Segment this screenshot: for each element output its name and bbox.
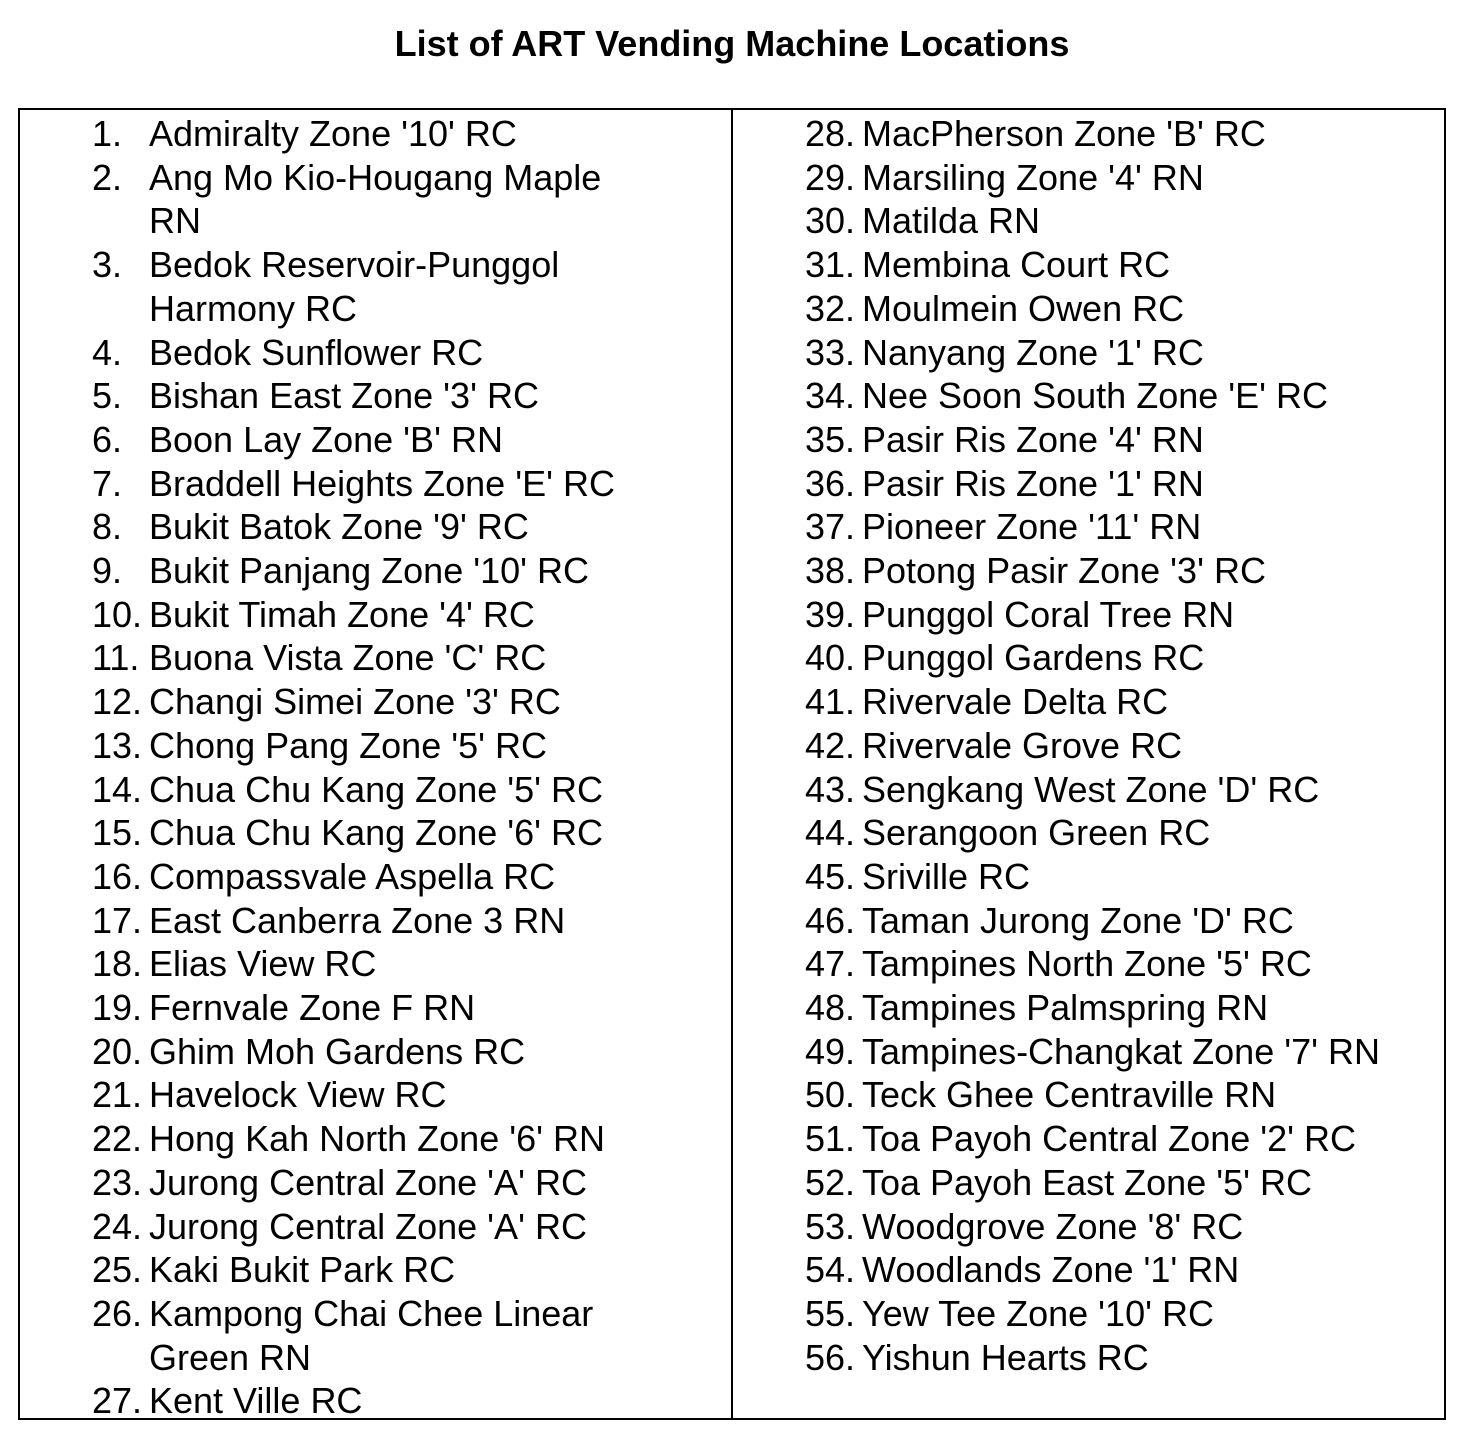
location-name: Pioneer Zone '11' RN bbox=[862, 506, 1202, 548]
location-number: 15. bbox=[92, 812, 143, 854]
location-number: 27. bbox=[92, 1380, 143, 1422]
location-name: Pasir Ris Zone '1' RN bbox=[862, 462, 1204, 504]
location-name: Taman Jurong Zone 'D' RC bbox=[862, 899, 1294, 941]
location-name: Bukit Panjang Zone '10' RC bbox=[149, 550, 589, 592]
location-list-item bbox=[92, 1379, 619, 1423]
location-name: Hong Kah North Zone '6' RN bbox=[149, 1118, 605, 1160]
location-list-item bbox=[92, 331, 619, 375]
location-name: Matilda RN bbox=[862, 200, 1041, 242]
location-number: 11. bbox=[92, 637, 140, 679]
location-name: Kent Ville RC bbox=[149, 1380, 363, 1422]
location-name: Sriville RC bbox=[862, 855, 1031, 897]
location-name: Kampong Chai Chee Linear Green RN bbox=[149, 1292, 594, 1378]
location-number: 49. bbox=[805, 1030, 856, 1072]
location-name: Bishan East Zone '3' RC bbox=[149, 375, 539, 417]
location-number: 2. bbox=[92, 156, 123, 198]
location-list-item bbox=[92, 942, 619, 986]
location-name: Bukit Timah Zone '4' RC bbox=[149, 593, 535, 635]
location-name: Tampines Palmspring RN bbox=[862, 987, 1269, 1029]
location-number: 12. bbox=[92, 681, 143, 723]
location-number: 5. bbox=[92, 375, 123, 417]
location-list-item bbox=[92, 680, 619, 724]
location-list-item bbox=[805, 636, 1422, 680]
location-name: Membina Court RC bbox=[862, 244, 1171, 286]
location-name: Woodgrove Zone '8' RC bbox=[862, 1205, 1244, 1247]
location-list-item bbox=[805, 768, 1422, 812]
location-number: 43. bbox=[805, 768, 856, 810]
location-number: 45. bbox=[805, 855, 856, 897]
location-number: 6. bbox=[92, 418, 123, 460]
location-list-item bbox=[805, 418, 1422, 462]
location-number: 52. bbox=[805, 1161, 856, 1203]
location-number: 8. bbox=[92, 506, 123, 548]
location-number: 46. bbox=[805, 899, 856, 941]
location-name: Sengkang West Zone 'D' RC bbox=[862, 768, 1320, 810]
location-name: Toa Payoh East Zone '5' RC bbox=[862, 1161, 1312, 1203]
location-list-item bbox=[805, 1292, 1422, 1336]
location-number: 1. bbox=[92, 113, 123, 154]
location-name: Serangoon Green RC bbox=[862, 812, 1211, 854]
location-number: 38. bbox=[805, 550, 856, 592]
location-number: 31. bbox=[805, 244, 856, 286]
location-number: 36. bbox=[805, 462, 856, 504]
location-list-item bbox=[92, 768, 619, 812]
location-list-item bbox=[805, 986, 1422, 1030]
location-list-item bbox=[92, 899, 619, 943]
location-name: MacPherson Zone 'B' RC bbox=[862, 113, 1266, 154]
location-name: Moulmein Owen RC bbox=[862, 287, 1185, 329]
document-title: List of ART Vending Machine Locations bbox=[394, 23, 1070, 64]
location-number: 20. bbox=[92, 1030, 143, 1072]
location-number: 56. bbox=[805, 1336, 856, 1378]
location-list-item bbox=[805, 942, 1422, 986]
location-name: Punggol Gardens RC bbox=[862, 637, 1205, 679]
location-number: 18. bbox=[92, 943, 143, 985]
location-list-item bbox=[805, 899, 1422, 943]
location-list-item bbox=[92, 1073, 619, 1117]
location-name: Fernvale Zone F RN bbox=[149, 987, 476, 1029]
location-name: Bedok Reservoir-Punggol Harmony RC bbox=[149, 244, 560, 329]
location-number: 53. bbox=[805, 1205, 856, 1247]
location-number: 22. bbox=[92, 1118, 143, 1160]
location-list-item bbox=[805, 549, 1422, 593]
location-name: Teck Ghee Centraville RN bbox=[862, 1074, 1277, 1116]
location-number: 4. bbox=[92, 331, 123, 373]
location-name: Chong Pang Zone '5' RC bbox=[149, 724, 547, 766]
location-name: Compassvale Aspella RC bbox=[149, 855, 556, 897]
location-list-item bbox=[92, 636, 619, 680]
location-list-item bbox=[92, 1205, 619, 1249]
location-number: 44. bbox=[805, 812, 856, 854]
location-list-item bbox=[805, 462, 1422, 506]
location-number: 47. bbox=[805, 943, 856, 985]
locations-column-right bbox=[733, 110, 1444, 1418]
location-number: 39. bbox=[805, 593, 856, 635]
location-number: 17. bbox=[92, 899, 143, 941]
location-name: Bukit Batok Zone '9' RC bbox=[149, 506, 529, 548]
location-name: Admiralty Zone '10' RC bbox=[149, 113, 517, 154]
location-list-item bbox=[805, 811, 1422, 855]
location-list-item bbox=[92, 1117, 619, 1161]
location-list-item bbox=[805, 156, 1422, 200]
location-number: 40. bbox=[805, 637, 856, 679]
location-name: Ghim Moh Gardens RC bbox=[149, 1030, 526, 1072]
location-list-item bbox=[92, 986, 619, 1030]
location-list-item bbox=[805, 1161, 1422, 1205]
location-name: Marsiling Zone '4' RN bbox=[862, 156, 1204, 198]
location-list-item bbox=[92, 418, 619, 462]
location-name: Yew Tee Zone '10' RC bbox=[862, 1292, 1214, 1334]
location-name: Buona Vista Zone 'C' RC bbox=[149, 637, 547, 679]
location-number: 14. bbox=[92, 768, 143, 810]
location-number: 16. bbox=[92, 855, 143, 897]
location-list-item bbox=[805, 855, 1422, 899]
location-name: Boon Lay Zone 'B' RN bbox=[149, 418, 503, 460]
location-number: 3. bbox=[92, 244, 123, 286]
location-number: 28. bbox=[805, 113, 856, 154]
location-list-item bbox=[92, 593, 619, 637]
location-list-item bbox=[805, 724, 1422, 768]
location-list-item bbox=[805, 1030, 1422, 1074]
location-number: 42. bbox=[805, 724, 856, 766]
location-name: Tampines North Zone '5' RC bbox=[862, 943, 1312, 985]
location-list-item bbox=[92, 1248, 619, 1292]
location-name: Changi Simei Zone '3' RC bbox=[149, 681, 561, 723]
location-number: 33. bbox=[805, 331, 856, 373]
location-list-item bbox=[805, 1117, 1422, 1161]
location-name: Toa Payoh Central Zone '2' RC bbox=[862, 1118, 1356, 1160]
location-name: Punggol Coral Tree RN bbox=[862, 593, 1235, 635]
location-number: 21. bbox=[92, 1074, 143, 1116]
location-name: Elias View RC bbox=[149, 943, 377, 985]
location-name: Pasir Ris Zone '4' RN bbox=[862, 418, 1204, 460]
location-name: Kaki Bukit Park RC bbox=[149, 1249, 456, 1291]
location-list-item bbox=[92, 156, 619, 243]
location-number: 30. bbox=[805, 200, 856, 242]
location-name: Braddell Heights Zone 'E' RC bbox=[149, 462, 615, 504]
location-list-item bbox=[92, 724, 619, 768]
location-name: Yishun Hearts RC bbox=[862, 1336, 1149, 1378]
location-name: Rivervale Delta RC bbox=[862, 681, 1169, 723]
location-number: 48. bbox=[805, 987, 856, 1029]
location-name: Potong Pasir Zone '3' RC bbox=[862, 550, 1266, 592]
location-number: 10. bbox=[92, 593, 143, 635]
location-name: Havelock View RC bbox=[149, 1074, 447, 1116]
location-list-item bbox=[805, 199, 1422, 243]
location-number: 26. bbox=[92, 1292, 143, 1334]
location-list-item bbox=[92, 462, 619, 506]
location-list-item bbox=[92, 374, 619, 418]
location-list-item bbox=[92, 112, 619, 156]
location-list-item bbox=[92, 505, 619, 549]
location-list-item bbox=[92, 811, 619, 855]
location-number: 32. bbox=[805, 287, 856, 329]
location-list-item bbox=[805, 593, 1422, 637]
location-name: Nee Soon South Zone 'E' RC bbox=[862, 375, 1329, 417]
location-list-item bbox=[92, 855, 619, 899]
location-list-item bbox=[92, 1161, 619, 1205]
location-list-item bbox=[92, 549, 619, 593]
location-list-item bbox=[92, 1292, 619, 1379]
locations-list-right bbox=[805, 112, 1422, 1379]
location-number: 19. bbox=[92, 987, 143, 1029]
location-name: Bedok Sunflower RC bbox=[149, 331, 484, 373]
location-name: Chua Chu Kang Zone '5' RC bbox=[149, 768, 604, 810]
location-name: Ang Mo Kio-Hougang Maple RN bbox=[149, 156, 602, 242]
locations-column-left bbox=[20, 110, 733, 1422]
location-number: 23. bbox=[92, 1161, 143, 1203]
location-name: East Canberra Zone 3 RN bbox=[149, 899, 566, 941]
location-list-item bbox=[805, 374, 1422, 418]
location-number: 50. bbox=[805, 1074, 856, 1116]
location-list-item bbox=[805, 243, 1422, 287]
location-number: 24. bbox=[92, 1205, 143, 1247]
location-list-item bbox=[92, 243, 619, 330]
location-list-item bbox=[805, 1336, 1422, 1380]
location-name: Woodlands Zone '1' RN bbox=[862, 1249, 1240, 1291]
location-number: 37. bbox=[805, 506, 856, 548]
location-number: 34. bbox=[805, 375, 856, 417]
location-number: 13. bbox=[92, 724, 143, 766]
location-list-item bbox=[805, 112, 1422, 156]
location-name: Jurong Central Zone 'A' RC bbox=[149, 1161, 587, 1203]
locations-table bbox=[18, 108, 1446, 1420]
location-name: Nanyang Zone '1' RC bbox=[862, 331, 1204, 373]
location-name: Jurong Central Zone 'A' RC bbox=[149, 1205, 587, 1247]
location-name: Tampines-Changkat Zone '7' RN bbox=[862, 1030, 1380, 1072]
location-list-item bbox=[92, 1030, 619, 1074]
location-number: 51. bbox=[805, 1118, 856, 1160]
location-name: Chua Chu Kang Zone '6' RC bbox=[149, 812, 604, 854]
location-list-item bbox=[805, 331, 1422, 375]
location-list-item bbox=[805, 1205, 1422, 1249]
location-list-item bbox=[805, 1073, 1422, 1117]
location-number: 7. bbox=[92, 462, 123, 504]
location-list-item bbox=[805, 680, 1422, 724]
locations-list-left bbox=[92, 112, 619, 1423]
location-number: 25. bbox=[92, 1249, 143, 1291]
location-name: Rivervale Grove RC bbox=[862, 724, 1183, 766]
location-number: 35. bbox=[805, 418, 856, 460]
location-number: 41. bbox=[805, 681, 856, 723]
location-number: 29. bbox=[805, 156, 856, 198]
location-list-item bbox=[805, 287, 1422, 331]
location-list-item bbox=[805, 505, 1422, 549]
location-number: 55. bbox=[805, 1292, 856, 1334]
location-number: 9. bbox=[92, 550, 123, 592]
location-number: 54. bbox=[805, 1249, 856, 1291]
location-list-item bbox=[805, 1248, 1422, 1292]
